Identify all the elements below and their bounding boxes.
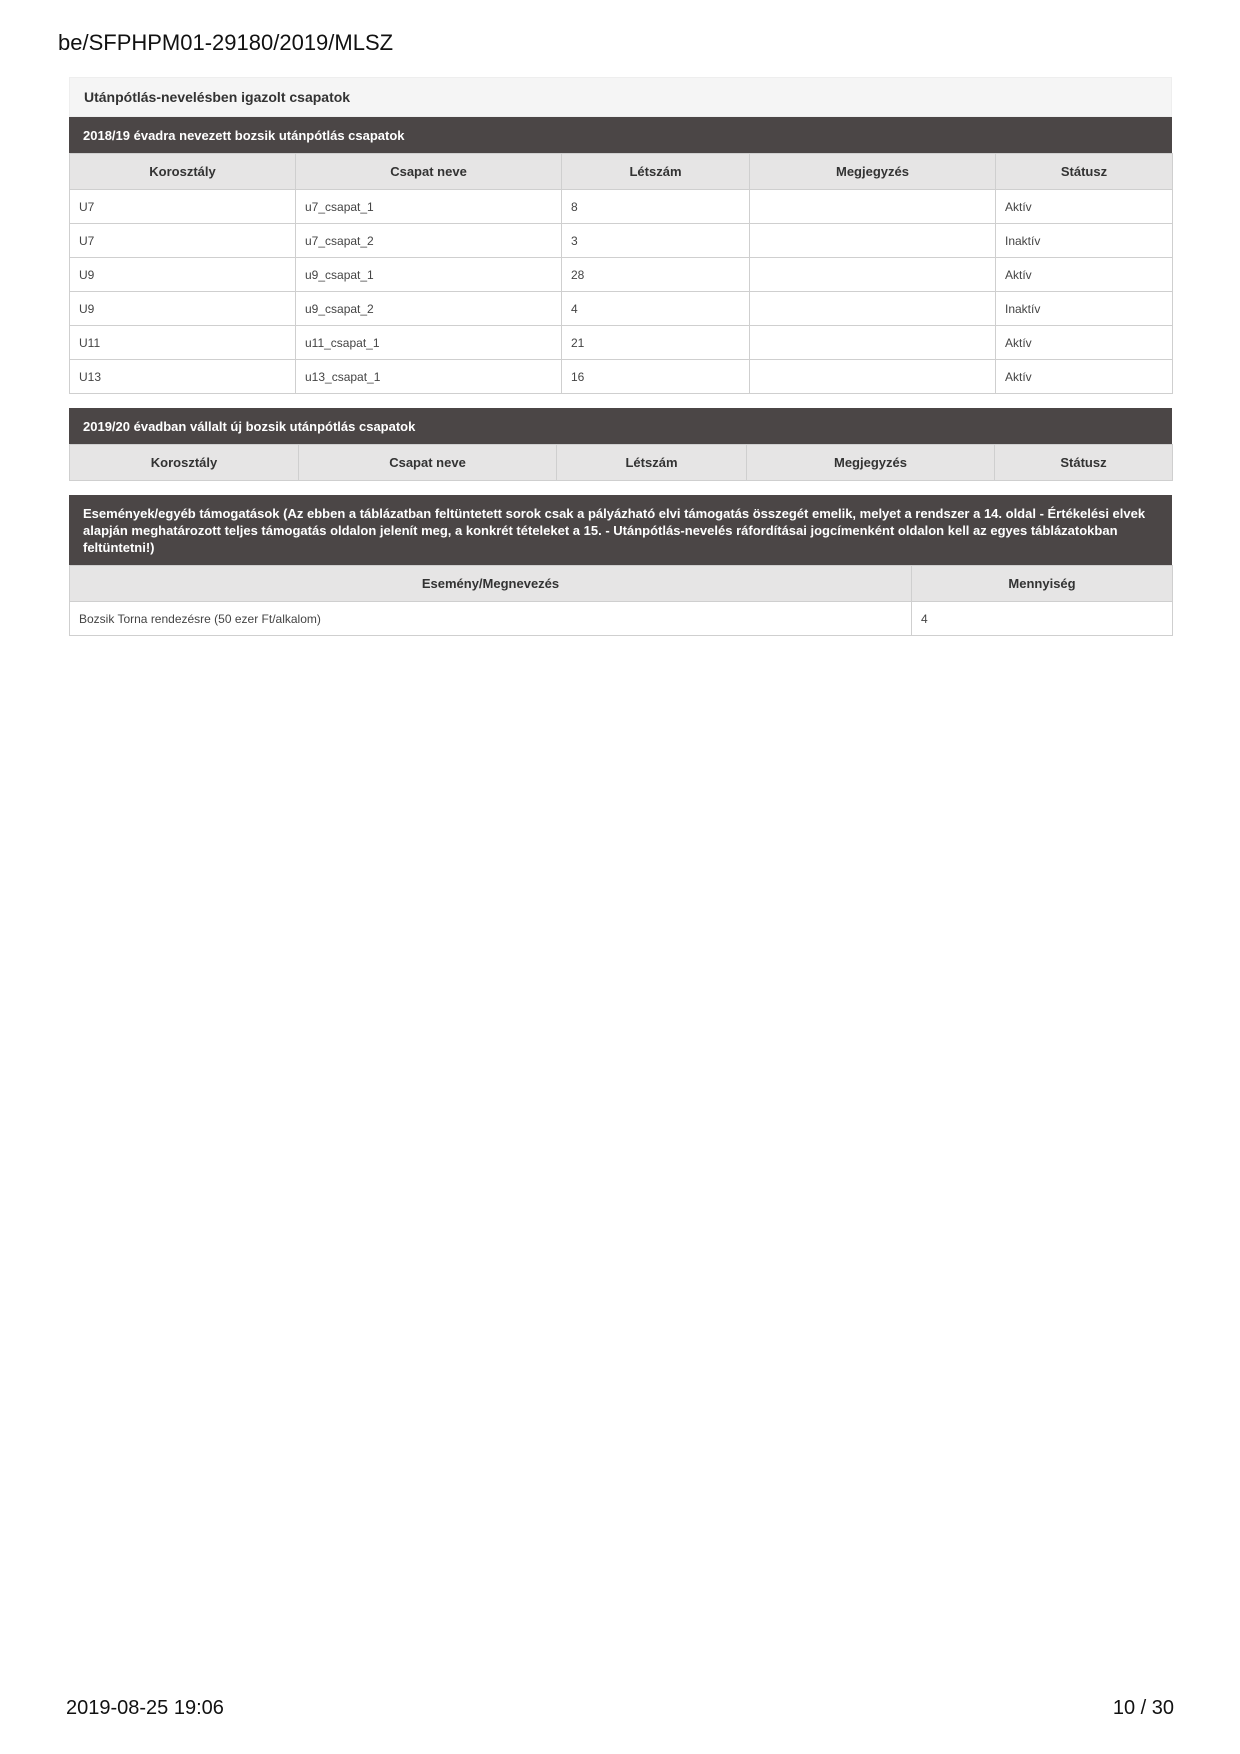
cell-mennyiseg: 4 bbox=[912, 602, 1173, 636]
column-header-csapat-neve: Csapat neve bbox=[296, 154, 562, 190]
cell-statusz: Aktív bbox=[996, 258, 1173, 292]
cell-letszam: 21 bbox=[562, 326, 750, 360]
table1-title: 2018/19 évadra nevezett bozsik utánpótlás csapatok bbox=[69, 117, 1172, 153]
cell-megjegyzes bbox=[750, 224, 996, 258]
teams-2018-19-table bbox=[69, 153, 1173, 394]
cell-statusz: Inaktív bbox=[996, 224, 1173, 258]
cell-csapat-neve: u9_csapat_1 bbox=[296, 258, 562, 292]
column-header-statusz: Státusz bbox=[995, 445, 1173, 481]
cell-megjegyzes bbox=[750, 258, 996, 292]
cell-letszam: 16 bbox=[562, 360, 750, 394]
column-header-esemeny: Esemény/Megnevezés bbox=[70, 566, 912, 602]
cell-esemeny: Bozsik Torna rendezésre (50 ezer Ft/alkalom) bbox=[70, 602, 912, 636]
table-row bbox=[70, 360, 1173, 394]
cell-letszam: 8 bbox=[562, 190, 750, 224]
column-header-letszam: Létszám bbox=[557, 445, 747, 481]
cell-csapat-neve: u11_csapat_1 bbox=[296, 326, 562, 360]
table-row bbox=[70, 292, 1173, 326]
cell-korosztaly: U7 bbox=[70, 190, 296, 224]
column-header-mennyiseg: Mennyiség bbox=[912, 566, 1173, 602]
cell-korosztaly: U9 bbox=[70, 292, 296, 326]
page-content bbox=[69, 77, 1172, 636]
cell-megjegyzes bbox=[750, 360, 996, 394]
cell-megjegyzes bbox=[750, 326, 996, 360]
cell-megjegyzes bbox=[750, 190, 996, 224]
table-row bbox=[70, 326, 1173, 360]
cell-korosztaly: U7 bbox=[70, 224, 296, 258]
column-header-korosztaly: Korosztály bbox=[70, 445, 299, 481]
column-header-statusz: Státusz bbox=[996, 154, 1173, 190]
column-header-korosztaly: Korosztály bbox=[70, 154, 296, 190]
table-header-row bbox=[70, 445, 1173, 481]
column-header-csapat-neve: Csapat neve bbox=[299, 445, 557, 481]
column-header-letszam: Létszám bbox=[562, 154, 750, 190]
cell-letszam: 4 bbox=[562, 292, 750, 326]
cell-korosztaly: U13 bbox=[70, 360, 296, 394]
footer-page-number: 10 / 30 bbox=[1112, 1697, 1174, 1719]
cell-statusz: Aktív bbox=[996, 360, 1173, 394]
column-header-megjegyzes: Megjegyzés bbox=[750, 154, 996, 190]
cell-csapat-neve: u7_csapat_2 bbox=[296, 224, 562, 258]
cell-statusz: Inaktív bbox=[996, 292, 1173, 326]
teams-2019-20-table bbox=[69, 444, 1173, 481]
cell-korosztaly: U9 bbox=[70, 258, 296, 292]
table-row bbox=[70, 602, 1173, 636]
table-row bbox=[70, 224, 1173, 258]
events-table bbox=[69, 565, 1173, 636]
table-row bbox=[70, 258, 1173, 292]
table-header-row bbox=[70, 154, 1173, 190]
section-title: Utánpótlás-nevelésben igazolt csapatok bbox=[69, 77, 1172, 117]
table3-title: Események/egyéb támogatások (Az ebben a táblázatban feltüntetett sorok csak a pályázható elvi támogatás összegét emelik, melyet a rendszer a 14. oldal - Értékelési elvek alapján meghatározott teljes támogatás oldalon jelenít meg, a konkrét tételeket a 15. - Utánpótlás-nevelés ráfordításai jogcímenként oldalon kell az egyes táblázatokban feltüntetni!) bbox=[69, 495, 1172, 565]
cell-korosztaly: U11 bbox=[70, 326, 296, 360]
footer-timestamp: 2019-08-25 19:06 bbox=[66, 1697, 224, 1719]
cell-statusz: Aktív bbox=[996, 326, 1173, 360]
document-id: be/SFPHPM01-29180/2019/MLSZ bbox=[58, 30, 394, 55]
cell-letszam: 3 bbox=[562, 224, 750, 258]
column-header-megjegyzes: Megjegyzés bbox=[747, 445, 995, 481]
table-header-row bbox=[70, 566, 1173, 602]
cell-megjegyzes bbox=[750, 292, 996, 326]
cell-statusz: Aktív bbox=[996, 190, 1173, 224]
cell-csapat-neve: u7_csapat_1 bbox=[296, 190, 562, 224]
cell-csapat-neve: u9_csapat_2 bbox=[296, 292, 562, 326]
cell-letszam: 28 bbox=[562, 258, 750, 292]
table2-title: 2019/20 évadban vállalt új bozsik utánpótlás csapatok bbox=[69, 408, 1172, 444]
table-row bbox=[70, 190, 1173, 224]
cell-csapat-neve: u13_csapat_1 bbox=[296, 360, 562, 394]
